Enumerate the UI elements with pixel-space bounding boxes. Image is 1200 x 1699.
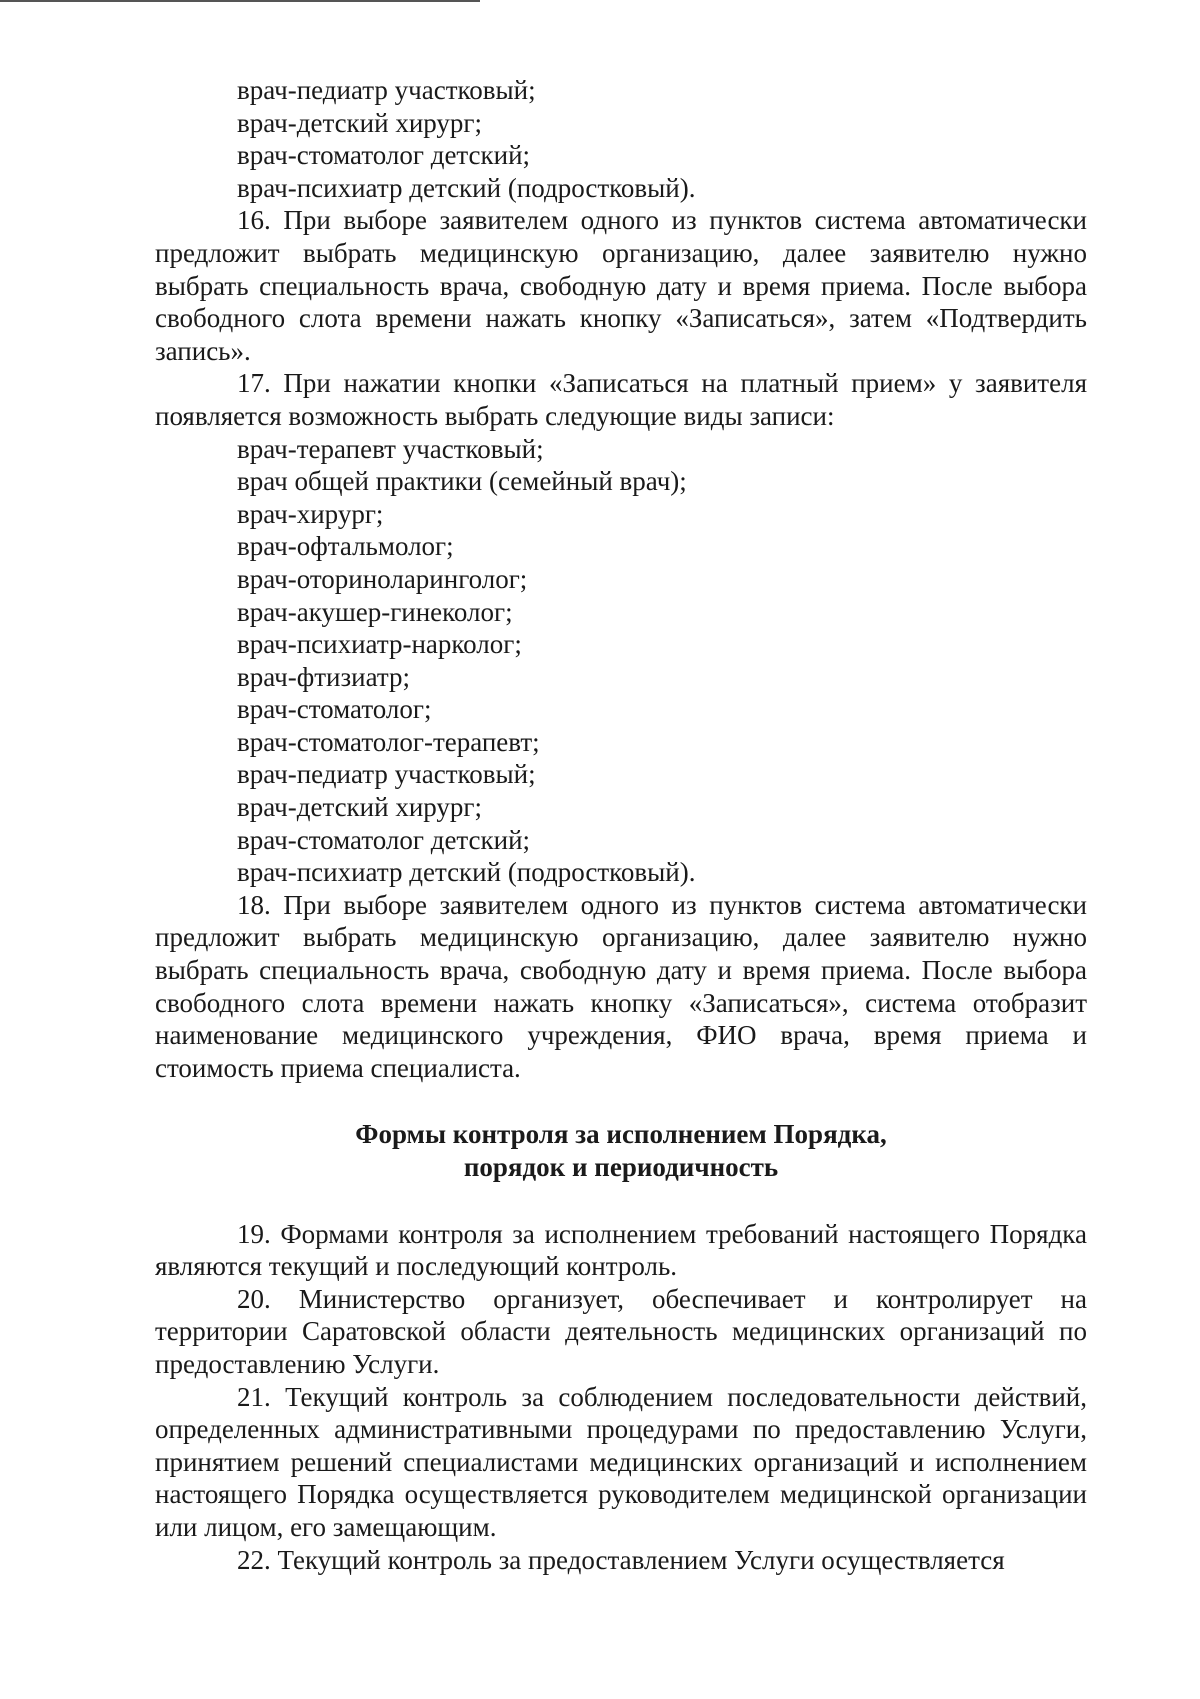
- document-body: [155, 74, 1087, 1576]
- list-item: врач-педиатр участковый;: [237, 759, 536, 790]
- list-item: врач-стоматолог детский;: [237, 140, 531, 171]
- paragraph-18: 18. При выборе заявителем одного из пунктов система автоматически предложит выбрать медицинскую организацию, далее заявителю нужно выбрать специальность врача, свободную дату и время приема. После выбора свободного слота времени нажать кнопку «Записаться», система отобразит наименование медицинского учреждения, ФИО врача, время приема и стоимость приема специалиста.: [155, 889, 1087, 1083]
- list-item: врач-фтизиатр;: [237, 661, 410, 692]
- paragraph-22: 22. Текущий контроль за предоставлением Услуги осуществляется: [237, 1544, 1005, 1575]
- paragraph-21: 21. Текущий контроль за соблюдением последовательности действий, определенных административными процедурами по предоставлению Услуги, принятием решений специалистами медицинских организаций и исполнением настоящего Порядка осуществляется руководителем медицинской организации или лицом, его замещающим.: [155, 1381, 1087, 1542]
- list-item: врач-стоматолог детский;: [237, 824, 531, 855]
- list-item: врач-стоматолог;: [237, 694, 432, 725]
- section-heading: [155, 1118, 1087, 1183]
- list-item: врач-хирург;: [237, 498, 384, 529]
- list-item: врач-психиатр-нарколог;: [237, 629, 522, 660]
- section-heading-line-1: Формы контроля за исполнением Порядка,: [355, 1119, 887, 1150]
- top-rule: [0, 0, 480, 2]
- list-item: врач-детский хирург;: [237, 792, 482, 823]
- paragraph-20: 20. Министерство организует, обеспечивает и контролирует на территории Саратовской области деятельность медицинских организаций по предоставлению Услуги.: [155, 1283, 1087, 1379]
- list-item: врач-детский хирург;: [237, 107, 482, 138]
- list-item: врач-психиатр детский (подростковый).: [237, 172, 696, 203]
- list-top: [155, 74, 1087, 204]
- list-item: врач-психиатр детский (подростковый).: [237, 857, 696, 888]
- list-item: врач-офтальмолог;: [237, 531, 454, 562]
- section-heading-line-2: порядок и периодичность: [463, 1152, 779, 1182]
- list-item: врач-оториноларинголог;: [237, 563, 528, 594]
- paragraph-17: 17. При нажатии кнопки «Записаться на платный прием» у заявителя появляется возможность выбрать следующие виды записи:: [155, 368, 1087, 431]
- list-item: врач-терапевт участковый;: [237, 433, 544, 464]
- list-item: врач общей практики (семейный врач);: [237, 466, 687, 497]
- paragraph-16: 16. При выборе заявителем одного из пунктов система автоматически предложит выбрать медицинскую организацию, далее заявителю нужно выбрать специальность врача, свободную дату и время приема. После выбора свободного слота времени нажать кнопку «Записаться», затем «Подтвердить запись».: [155, 205, 1087, 366]
- list-item: врач-акушер-гинеколог;: [237, 596, 513, 627]
- list-item: врач-стоматолог-терапевт;: [237, 726, 540, 757]
- list-item: врач-педиатр участковый;: [237, 75, 536, 105]
- paragraph-19: 19. Формами контроля за исполнением требований настоящего Порядка являются текущий и последующий контроль.: [155, 1218, 1087, 1282]
- list-17: [155, 433, 1087, 889]
